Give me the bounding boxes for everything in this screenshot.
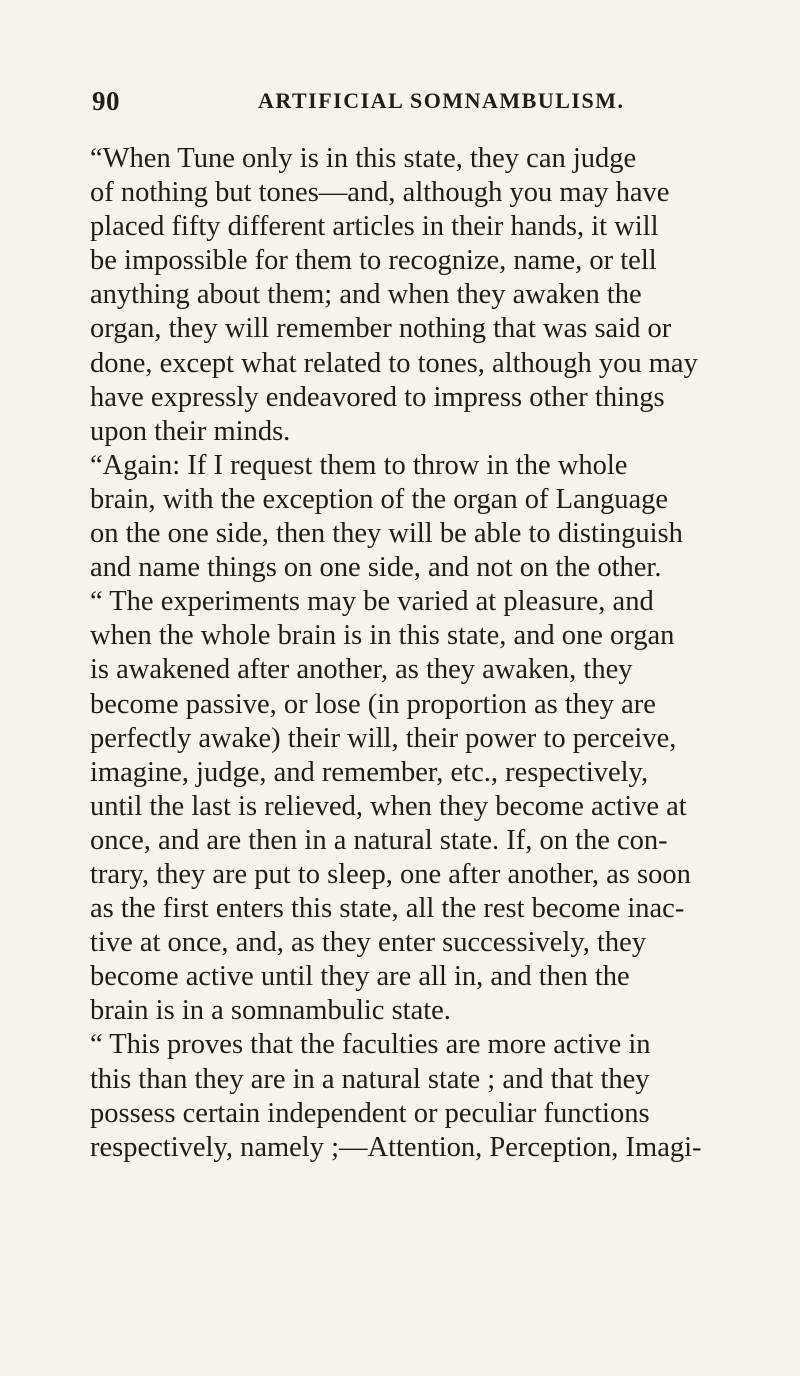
- text-line: done, except what related to tones, although you may: [90, 347, 698, 379]
- text-line: trary, they are put to sleep, one after another, as soon: [90, 858, 691, 890]
- text-line: brain is in a somnambulic state.: [90, 995, 451, 1027]
- text-line: “When Tune only is in this state, they can judge: [90, 143, 637, 174]
- text-line: “ The experiments may be varied at pleasure, and: [90, 586, 654, 618]
- text-line: perfectly awake) their will, their power to perceive,: [90, 722, 677, 754]
- text-line: as the first enters this state, all the rest become inac-: [90, 893, 685, 925]
- page-number: 90: [92, 86, 120, 116]
- text-line: and name things on one side, and not on the other.: [90, 552, 662, 584]
- text-line: imagine, judge, and remember, etc., respectively,: [90, 756, 649, 788]
- text-line: placed fifty different articles in their hands, it will: [90, 211, 659, 243]
- text-line: brain, with the exception of the organ of Language: [90, 483, 668, 515]
- text-line: when the whole brain is in this state, and one organ: [90, 620, 675, 652]
- text-line: of nothing but tones—and, although you may have: [90, 177, 670, 209]
- text-line: “ This proves that the faculties are more active in: [90, 1029, 651, 1061]
- text-line: anything about them; and when they awaken the: [90, 279, 642, 311]
- text-line: “Again: If I request them to throw in the whole: [90, 449, 628, 481]
- text-line: have expressly endeavored to impress other things: [90, 381, 665, 413]
- text-line: tive at once, and, as they enter successively, they: [90, 927, 647, 959]
- text-line: once, and are then in a natural state. If, on the con-: [90, 824, 668, 856]
- text-line: become passive, or lose (in proportion as they are: [90, 688, 656, 720]
- text-line: respectively, namely ;—Attention, Perception, Imagi-: [90, 1131, 702, 1163]
- text-line: on the one side, then they will be able to distinguish: [90, 518, 683, 550]
- text-line: organ, they will remember nothing that was said or: [90, 313, 672, 345]
- running-title: ARTIFICIAL SOMNAMBULISM.: [258, 88, 625, 113]
- text-line: is awakened after another, as they awaken, they: [90, 654, 633, 686]
- text-line: become active until they are all in, and then the: [90, 961, 630, 993]
- text-line: be impossible for them to recognize, name, or tell: [90, 245, 657, 277]
- body-text: [90, 142, 800, 1165]
- text-line: upon their minds.: [90, 415, 291, 447]
- page-header: [0, 86, 800, 120]
- text-line: possess certain independent or peculiar functions: [90, 1097, 650, 1129]
- text-line: until the last is relieved, when they become active at: [90, 790, 687, 822]
- text-line: this than they are in a natural state ; and that they: [90, 1063, 650, 1095]
